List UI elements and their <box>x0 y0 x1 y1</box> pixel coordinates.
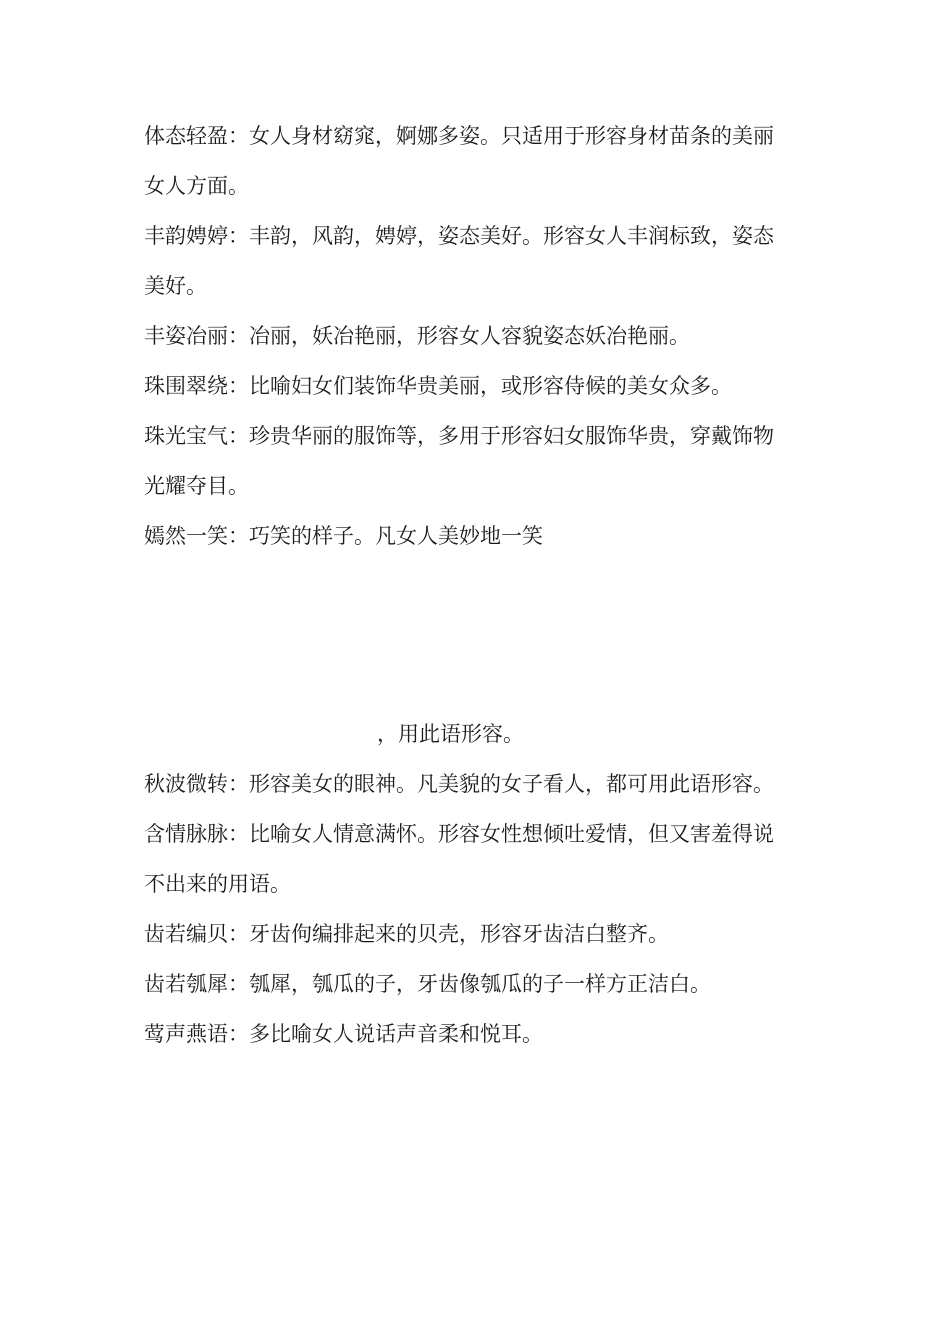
text-block-lower <box>144 709 824 1059</box>
text-block-upper <box>144 111 824 561</box>
text-line: 齿若瓠犀：瓠犀，瓠瓜的子，牙齿像瓠瓜的子一样方正洁白。 <box>144 972 711 996</box>
text-line: 体态轻盈：女人身材窈窕，婀娜多姿。只适用于形容身材苗条的美丽 <box>144 124 774 148</box>
text-line: 丰韵娉婷：丰韵，风韵，娉婷，姿态美好。形容女人丰润标致，姿态 <box>144 224 774 248</box>
text-line: 珠围翠绕：比喻妇女们装饰华贵美丽，或形容侍候的美女众多。 <box>144 374 732 398</box>
text-line: 光耀夺目。 <box>144 474 249 498</box>
text-line: 含情脉脉：比喻女人情意满怀。形容女性想倾吐爱情，但又害羞得说 <box>144 822 774 846</box>
text-line-continuation: ，用此语形容。 <box>377 722 524 746</box>
text-line: 莺声燕语：多比喻女人说话声音柔和悦耳。 <box>144 1022 543 1046</box>
text-line: 齿若编贝：牙齿佝编排起来的贝壳，形容牙齿洁白整齐。 <box>144 922 669 946</box>
text-line: 秋波微转：形容美女的眼神。凡美貌的女子看人，都可用此语形容。 <box>144 772 774 796</box>
text-line: 不出来的用语。 <box>144 872 291 896</box>
text-line: 丰姿冶丽：冶丽，妖冶艳丽，形容女人容貌姿态妖冶艳丽。 <box>144 324 690 348</box>
text-line: 嫣然一笑：巧笑的样子。凡女人美妙地一笑 <box>144 524 543 548</box>
text-line: 美好。 <box>144 274 207 298</box>
text-line: 女人方面。 <box>144 174 249 198</box>
text-line: 珠光宝气：珍贵华丽的服饰等，多用于形容妇女服饰华贵，穿戴饰物 <box>144 424 774 448</box>
